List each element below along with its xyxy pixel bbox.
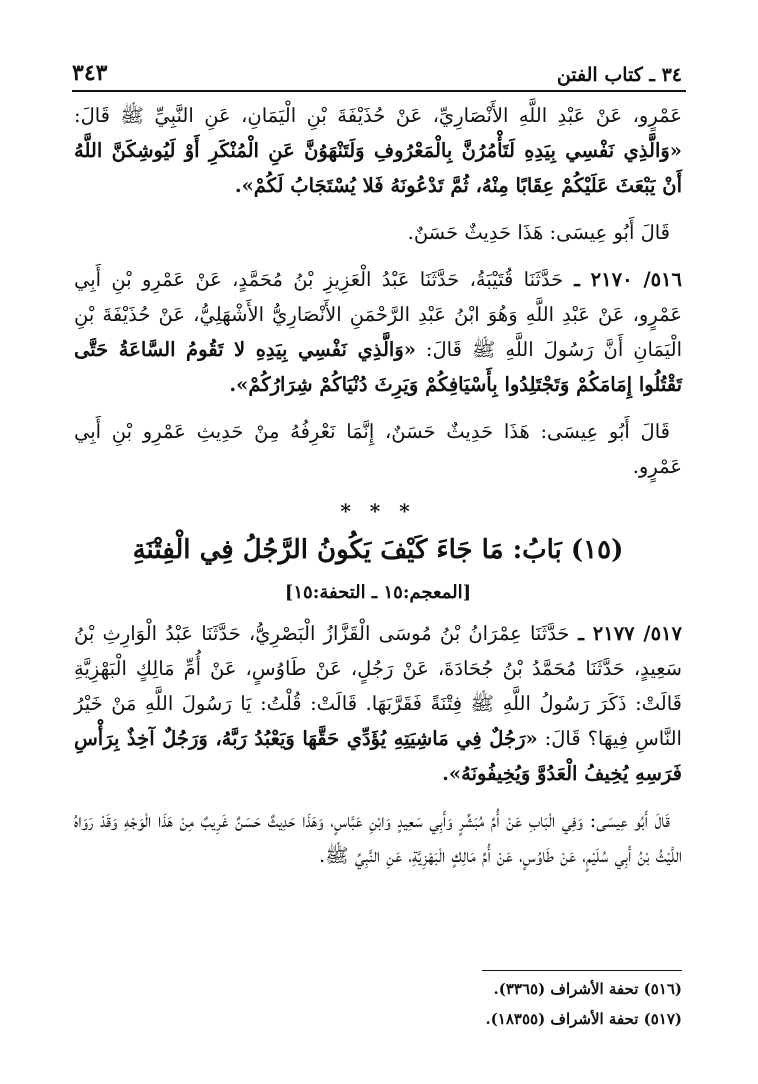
hadith-517 (74, 616, 682, 791)
footnote-rule (482, 970, 682, 971)
hadith-number: ٥١٦/ ٢١٧٠ ـ (563, 268, 682, 291)
running-head (72, 56, 682, 86)
narration-text: حَدَّثَنَا قُتَيْبَةُ، حَدَّثَنَا عَبْدُ الْعَزِيزِ بْنُ مُحَمَّدٍ، عَنْ عَمْرِو بْنِ أَبِي عَمْرٍو، عَنْ عَبْدِ اللَّهِ وَهُوَ ابْنُ عَبْدِ الرَّحْمَنِ الأَنْصَارِيُّ الأَشْهَلِيُّ، عَنْ حُذَيْفَةَ بْنِ الْيَمَانِ أَنَّ رَسُولَ اللَّهِ ﷺ قَالَ: (74, 268, 682, 361)
section-title: (١٥) بَابُ: مَا جَاءَ كَيْفَ يَكُونُ الرَّجُلُ فِي الْفِتْنَةِ (132, 535, 624, 565)
grading-text: قَالَ أَبُو عِيسَى: وَفِي الْبَابِ عَنْ أُمِّ مُبَشِّرٍ وَأَبِي سَعِيدٍ وَابْنِ عَبَّاسٍ، وَهَذَا حَدِيثٌ حَسَنٌ غَرِيبٌ مِنْ هَذَا الْوَجْهِ وَقَدْ رَوَاهُ اللَّيْثُ بْنُ أَبِي سُلَيْمٍ، عَنْ طَاوُسٍ، عَنْ أُمِّ مَالِكٍ الْبَهْزِيَّةِ، عَنِ النَّبِيِّ ﷺ. (74, 809, 682, 867)
hadith-continuation (74, 98, 682, 203)
header-rule (72, 90, 686, 92)
grading-note (74, 803, 682, 873)
narration-text: حَدَّثَنَا عِمْرَانُ بْنُ مُوسَى الْقَزَّازُ الْبَصْرِيُّ، حَدَّثَنَا عَبْدُ الْوَارِثِ بْنُ سَعِيدٍ، حَدَّثَنَا مُحَمَّدُ بْنُ جُحَادَةَ، عَنْ رَجُلٍ، عَنْ طَاوُسٍ، عَنْ أُمِّ مَالِكٍ الْبَهْزِيَّةِ قَالَتْ: ذَكَرَ رَسُولُ اللَّهِ ﷺ فِتْنَةً فَقَرَّبَهَا. قَالَتْ: قُلْتُ: يَا رَسُولَ اللَّهِ مَنْ خَيْرُ النَّاسِ فِيهَا؟ قَالَ: (74, 622, 682, 750)
section-reference: [المعجم:١٥ ـ التحفة:١٥] (284, 582, 472, 603)
grading-note (74, 414, 682, 484)
narration-text: عَمْرٍو، عَنْ عَبْدِ اللَّهِ الأَنْصَارِيِّ، عَنْ حُذَيْفَةَ بْنِ الْيَمَانِ، عَنِ النَّبِيِّ ﷺ قَالَ: (74, 104, 682, 127)
section-separator: * * * (340, 499, 416, 523)
footnotes (382, 974, 682, 1034)
hadith-number: ٥١٧/ ٢١٧٧ ـ (569, 622, 682, 645)
grading-text: قَالَ أَبُو عِيسَى: هَذَا حَدِيثٌ حَسَنٌ، إِنَّمَا نَعْرِفُهُ مِنْ حَدِيثِ عَمْرِو بْنِ أَبِي عَمْرٍو. (74, 420, 682, 478)
grading-text: قَالَ أَبُو عِيسَى: هَذَا حَدِيثٌ حَسَنٌ. (407, 221, 670, 244)
page-number: ٣٤٣ (72, 60, 108, 86)
footnote-516: (٥١٦) تحفة الأشراف (٣٣٦٥). (493, 980, 682, 998)
prophetic-quote: «وَالَّذِي نَفْسِي بِيَدِهِ لَتَأْمُرُنَّ بِالْمَعْرُوفِ وَلَتَنْهَوُنَّ عَنِ الْمُنْكَرِ أَوْ لَيُوشِكَنَّ اللَّهُ أَنْ يَبْعَثَ عَلَيْكُمْ عِقَابًا مِنْهُ، ثُمَّ تَدْعُونَهُ فَلا يُسْتَجَابُ لَكُمْ». (74, 139, 682, 197)
chapter-title: ٣٤ ـ كتاب الفتن (556, 64, 682, 86)
footnote-517: (٥١٧) تحفة الأشراف (١٨٣٥٥). (485, 1010, 682, 1028)
grading-note (74, 215, 682, 250)
page-body (74, 98, 682, 885)
prophetic-quote: «وَالَّذِي نَفْسِي بِيَدِهِ لا تَقُومُ السَّاعَةُ حَتَّى تَقْتُلُوا إِمَامَكُمْ وَتَجْتَلِدُوا بِأَسْيَافِكُمْ وَيَرِثَ دُنْيَاكُمْ شِرَارُكُمْ». (74, 338, 682, 396)
prophetic-quote: «رَجُلٌ فِي مَاشِيَتِهِ يُؤَدِّي حَقَّهَا وَيَعْبُدُ رَبَّهُ، وَرَجُلٌ آخِذٌ بِرَأْسِ فَرَسِهِ يُخِيفُ الْعَدُوَّ وَيُخِيفُونَهُ». (74, 727, 682, 785)
hadith-516 (74, 262, 682, 402)
